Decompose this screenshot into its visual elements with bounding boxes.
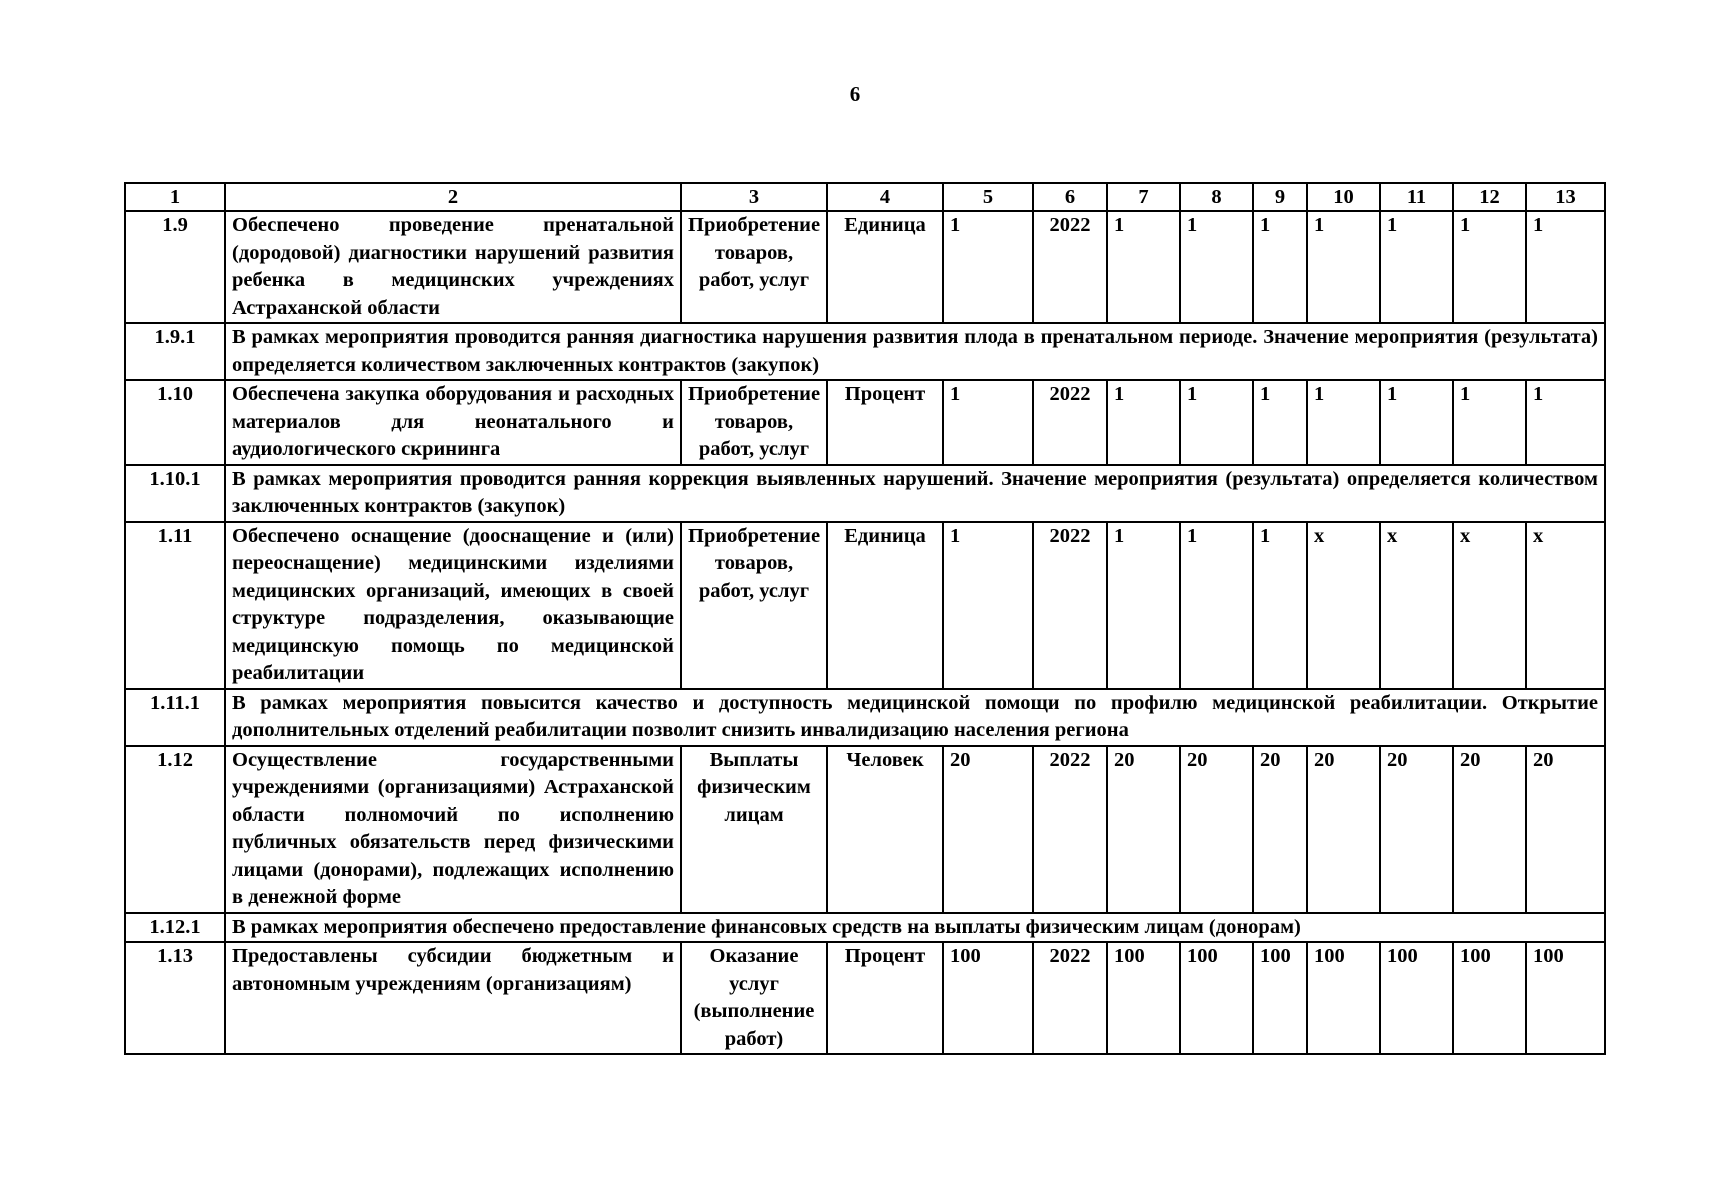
value-cell: 20 [1380,746,1453,913]
measures-table [124,182,1606,1055]
item-number: 1.13 [125,942,225,1054]
note-row [125,689,1605,746]
value-cell: 1 [1307,211,1380,323]
table-row [125,380,1605,465]
note-text: В рамках мероприятия повысится качество и доступность медицинской помощи по профилю медицинской реабилитации. Открытие дополнительных отделений реабилитации позволит снизить инвалидизацию населения региона [225,689,1605,746]
table-row [125,522,1605,689]
item-name: Обеспечено оснащение (дооснащение и (или) переоснащение) медицинскими изделиями медицинских организаций, имеющих в своей структуре подразделения, оказывающие медицинскую помощь по медицинской реабилитации [225,522,681,689]
item-name: Предоставлены субсидии бюджетным и автономным учреждениям (организациям) [225,942,681,1054]
value-cell: 1 [1526,211,1605,323]
column-number-cell: 4 [827,183,943,211]
value-cell: 100 [1453,942,1526,1054]
item-kind: Приобретение товаров, работ, услуг [681,211,827,323]
value-cell: 1 [1180,380,1253,465]
base-value: 100 [943,942,1033,1054]
column-number-cell: 10 [1307,183,1380,211]
value-cell: x [1307,522,1380,689]
value-cell: 1 [1453,211,1526,323]
item-number: 1.11 [125,522,225,689]
column-number-cell: 1 [125,183,225,211]
column-number-cell: 8 [1180,183,1253,211]
value-cell: 20 [1453,746,1526,913]
base-year: 2022 [1033,746,1107,913]
value-cell: 100 [1307,942,1380,1054]
base-year: 2022 [1033,211,1107,323]
item-kind: Выплаты физическим лицам [681,746,827,913]
note-text: В рамках мероприятия проводится ранняя диагностика нарушения развития плода в пренатальном периоде. Значение мероприятия (результата) определяется количеством заключенных контрактов (закупок) [225,323,1605,380]
value-cell: 1 [1107,211,1180,323]
item-name: Обеспечена закупка оборудования и расходных материалов для неонатального и аудиологического скрининга [225,380,681,465]
item-kind: Оказание услуг (выполнение работ) [681,942,827,1054]
note-text: В рамках мероприятия обеспечено предоставление финансовых средств на выплаты физическим лицам (донорам) [225,913,1605,943]
base-value: 1 [943,380,1033,465]
column-number-cell: 11 [1380,183,1453,211]
column-number-cell: 6 [1033,183,1107,211]
table-row [125,746,1605,913]
column-number-cell: 7 [1107,183,1180,211]
base-value: 1 [943,522,1033,689]
value-cell: 20 [1253,746,1307,913]
base-value: 1 [943,211,1033,323]
value-cell: 1 [1180,211,1253,323]
value-cell: 1 [1253,522,1307,689]
column-number-cell: 12 [1453,183,1526,211]
value-cell: 1 [1253,211,1307,323]
value-cell: 1 [1253,380,1307,465]
value-cell: 100 [1526,942,1605,1054]
item-unit: Единица [827,211,943,323]
note-number: 1.12.1 [125,913,225,943]
item-name: Осуществление государственными учреждениями (организациями) Астраханской области полномочий по исполнению публичных обязательств перед физическими лицами (донорами), подлежащих исполнению в денежной форме [225,746,681,913]
item-kind: Приобретение товаров, работ, услуг [681,380,827,465]
value-cell: 1 [1307,380,1380,465]
note-number: 1.11.1 [125,689,225,746]
item-number: 1.9 [125,211,225,323]
value-cell: 1 [1107,522,1180,689]
value-cell: 1 [1453,380,1526,465]
table-row [125,211,1605,323]
value-cell: 20 [1107,746,1180,913]
item-unit: Единица [827,522,943,689]
value-cell: 100 [1180,942,1253,1054]
value-cell: 1 [1107,380,1180,465]
item-kind: Приобретение товаров, работ, услуг [681,522,827,689]
item-name: Обеспечено проведение пренатальной (дородовой) диагностики нарушений развития ребенка в медицинских учреждениях Астраханской области [225,211,681,323]
value-cell: 20 [1180,746,1253,913]
value-cell: 100 [1253,942,1307,1054]
value-cell: 20 [1526,746,1605,913]
note-row [125,913,1605,943]
value-cell: 1 [1380,211,1453,323]
base-value: 20 [943,746,1033,913]
base-year: 2022 [1033,942,1107,1054]
value-cell: x [1380,522,1453,689]
column-number-cell: 13 [1526,183,1605,211]
value-cell: 20 [1307,746,1380,913]
value-cell: 100 [1107,942,1180,1054]
note-row [125,323,1605,380]
item-unit: Процент [827,942,943,1054]
value-cell: 1 [1526,380,1605,465]
column-number-cell: 9 [1253,183,1307,211]
value-cell: 1 [1380,380,1453,465]
note-number: 1.9.1 [125,323,225,380]
page-number: 6 [849,82,861,106]
value-cell: 100 [1380,942,1453,1054]
value-cell: x [1526,522,1605,689]
note-text: В рамках мероприятия проводится ранняя коррекция выявленных нарушений. Значение мероприятия (результата) определяется количеством заключенных контрактов (закупок) [225,465,1605,522]
item-number: 1.10 [125,380,225,465]
note-row [125,465,1605,522]
column-number-cell: 2 [225,183,681,211]
table-row [125,942,1605,1054]
column-number-row [125,183,1605,211]
item-unit: Человек [827,746,943,913]
column-number-cell: 5 [943,183,1033,211]
base-year: 2022 [1033,380,1107,465]
item-unit: Процент [827,380,943,465]
value-cell: 1 [1180,522,1253,689]
note-number: 1.10.1 [125,465,225,522]
value-cell: x [1453,522,1526,689]
column-number-cell: 3 [681,183,827,211]
item-number: 1.12 [125,746,225,913]
base-year: 2022 [1033,522,1107,689]
